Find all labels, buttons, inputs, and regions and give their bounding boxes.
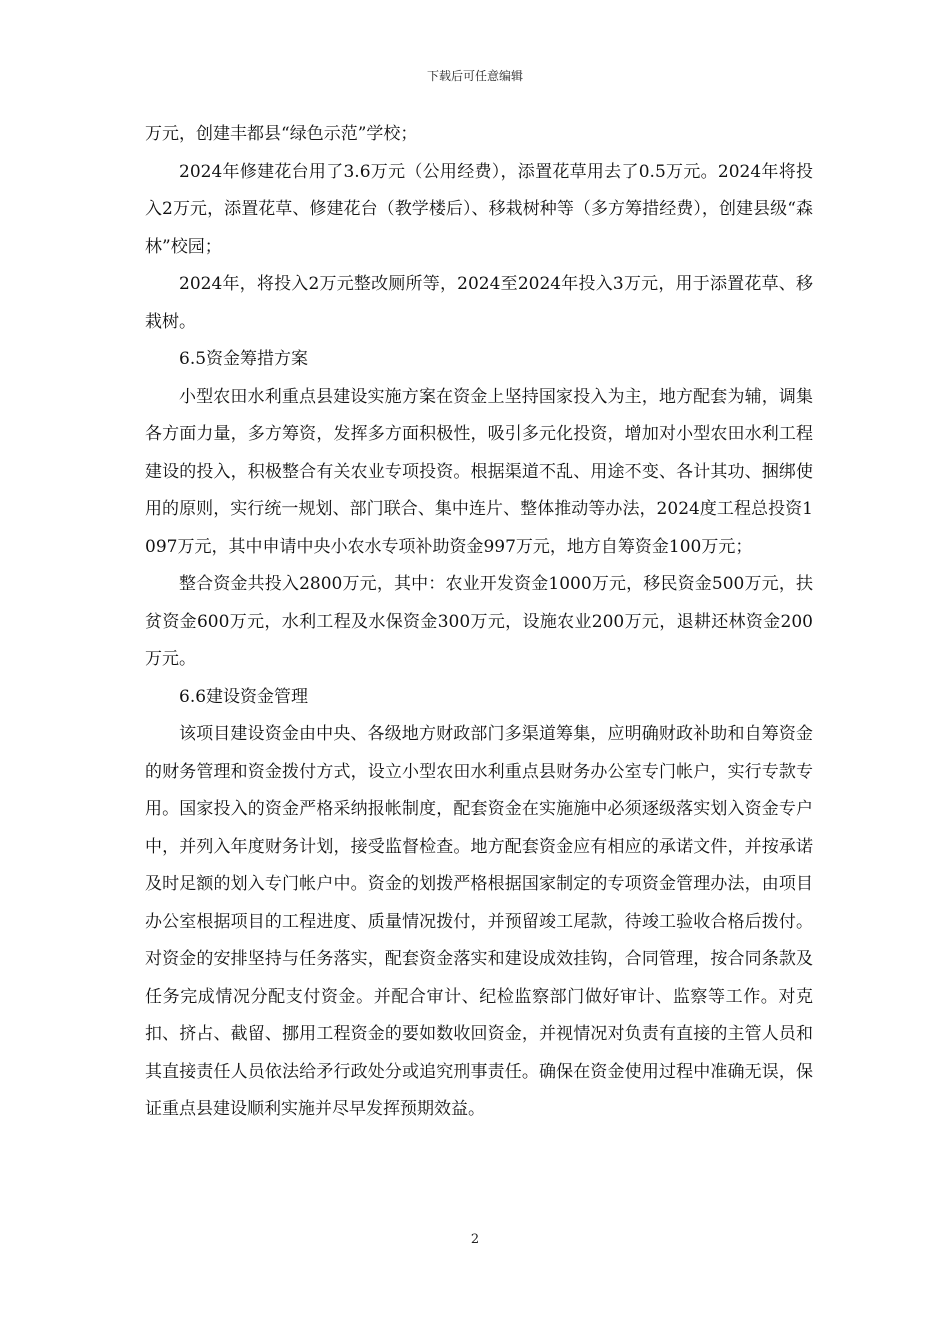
paragraph-continuation: 万元，创建丰都县“绿色示范”学校； (145, 124, 418, 144)
section-heading-6-5: 6.5资金筹措方案 (179, 349, 309, 369)
paragraph-toilet-renovation: 2024年，将投入2万元整改厕所等，2024至2024年投入3万元，用于添置花草、移栽树。 (145, 274, 813, 332)
paragraph-integrated-funds: 整合资金共投入2800万元，其中：农业开发资金1000万元，移民资金500万元，扶贫资金600万元，水利工程及水保资金300万元，设施农业200万元，退耕还林资金200万元。 (145, 574, 813, 669)
section-heading-6-6: 6.6建设资金管理 (179, 686, 309, 707)
paragraph-funding-plan: 小型农田水利重点县建设实施方案在资金上坚持国家投入为主，地方配套为辅，调集各方面力量，多方筹资，发挥多方面积极性，吸引多元化投资，增加对小型农田水利工程建设的投入，积极整合有关农业专项投资。根据渠道不乱、用途不变、各计其功、捆绑使用的原则，实行统一规划、部门联合、集中连片、整体推动等办法，2024度工程总投资1097万元，其中申请中央小农水专项补助资金997万元，地方自筹资金100万元； (145, 386, 813, 557)
page-header: 下载后可任意编辑 (426, 69, 523, 83)
paragraph-fund-management: 该项目建设资金由中央、各级地方财政部门多渠道筹集，应明确财政补助和自筹资金的财务管理和资金拨付方式，设立小型农田水利重点县财务办公室专门帐户，实行专款专用。国家投入的资金严格采纳报帐制度，配套资金在实施施中必须逐级落实划入资金专户中，并列入年度财务计划，接受监督检查。地方配套资金应有相应的承诺文件，并按承诺及时足额的划入专门帐户中。资金的划拨严格根据国家制定的专项资金管理办法，由项目办公室根据项目的工程进度、质量情况拨付，并预留竣工尾款，待竣工验收合格后拨付。对资金的安排坚持与任务落实，配套资金落实和建设成效挂钩，合同管理，按合同条款及任务完成情况分配支付资金。并配合审计、纪检监察部门做好审计、监察等工作。对克扣、挤占、截留、挪用工程资金的要如数收回资金，并视情况对负责有直接的主管人员和其直接责任人员依法给矛行政处分或追究刑事责任。确保在资金使用过程中准确无误，保证重点县建设顺利实施并尽早发挥预期效益。 (145, 724, 813, 1119)
page-number: 2 (470, 1232, 480, 1247)
paragraph-flower-budget: 2024年修建花台用了3.6万元（公用经费），添置花草用去了0.5万元。2024年将投入2万元，添置花草、修建花台（教学楼后）、移栽树种等（多方筹措经费），创建县级“森林”校园； (145, 161, 813, 257)
document-body (145, 116, 813, 1129)
